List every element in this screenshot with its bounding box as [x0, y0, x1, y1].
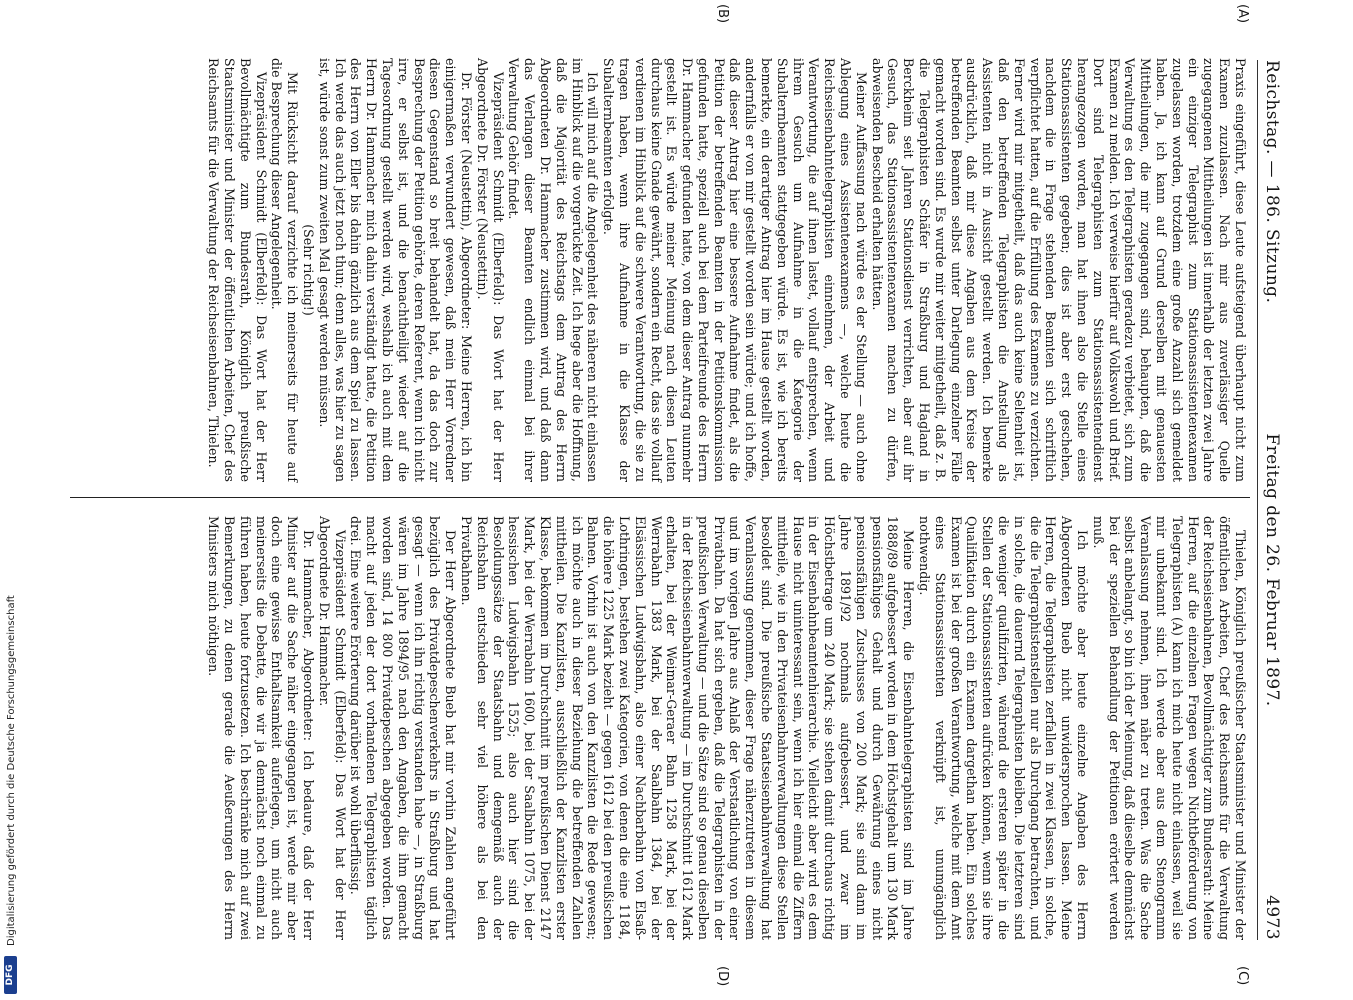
right-text-column — [205, 516, 1248, 940]
column-divider — [70, 497, 1250, 498]
interjection: (Sehr richtig!) — [300, 224, 316, 316]
credit-text: Digitalisierung gefördert durch die Deutsche Forschungsgemeinschaft — [6, 595, 17, 946]
header-date: Freitag den 26. Februar 1897. — [1262, 433, 1282, 707]
paragraph: Ich möchte aber heute einzelne Angaben des Herrn Abgeordneten Bueb nicht unwidersprochen lassen. Meine Herren, die Telegraphisten zerfallen in zwei Klassen, in solche, die die Telegraphistenstellen nur als Durchgang betrachten, und in solche, die dauernd Telegraphisten bleiben. Die letzteren sind die weniger qualifizirten, während die ersteren später in die Stellen der Stationsassistenten aufrücken können, wenn sie ihre Qualifikation durch ein Examen dargethan haben. Ein solches Examen ist bei der großen Verantwortung, welche mit dem Amt eines Stationsassistenten verknüpft ist, unumgänglich nothwendig. — [917, 516, 1091, 940]
paragraph: Mit Rücksicht darauf verzichte ich meinerseits für heute auf die Besprechung dieser Angelegenheit. — [269, 58, 301, 482]
paragraph: Ich will mich auf die Angelegenheit des näheren nicht einlassen im Hinblick auf die vorgerückte Zeit. Ich hege aber die Hoffnung, daß die Majorität des Reichstags dem Antrag des Herrn Abgeordneten Dr. Hammacher zustimmen wird, und daß dann das Verlangen dieser Beamten endlich einmal bei ihrer Verwaltung Gehör findet. — [506, 58, 601, 482]
dfg-logo — [4, 956, 17, 994]
paragraph: Vizepräsident Schmidt (Elberfeld): Das Wort hat der Herr Bevollmächtigte zum Bundesrath, Königlich preußische Staatsminister und Minister der öffentlichen Arbeiten, Chef des Reichsamts für die Verwaltung der Reichseisenbahnen, Thielen. — [206, 58, 269, 482]
rotated-document — [60, 0, 1290, 1000]
margin-marker-a: (A) — [1235, 4, 1250, 24]
page-number: 4973 — [1262, 895, 1282, 940]
left-text-column — [205, 58, 1248, 482]
paragraph: Der Herr Abgeordnete Bueb hat mir vorhin Zahlen angeführt bezüglich des Privatdepeschenverkehrs in Straßburg und hat gesagt — wenn ich ihn richtig verstanden habe —, in Straßburg wären im Jahre 1894/95 nach den Angaben, die ihm gemacht worden sind, 14 800 Privatdepeschen abgegeben worden. Das macht auf jeden der dort vorhandenen Telegraphisten täglich drei. Eine weitere Erörterung darüber ist wohl überflüssig. — [348, 516, 459, 940]
page-header — [1257, 60, 1282, 940]
paragraph: Praxis eingeführt, diese Leute aufsteigend überhaupt nicht zum Examen zuzulassen. Nach mir aus zuverlässiger Quelle zugegangenen Mittheilungen ist innerhalb der letzten zwei Jahre ein einziger Telegraphist zum Stationsassistentenexamen zugelassen worden, trotzdem eine große Anzahl sich gemeldet haben. Ja, ich kann auf Grund derselben mit genauesten Mittheilungen, die mir zugegangen sind, behaupten, daß die Verwaltung es den Telegraphisten geradezu verbietet, sich zum Examen zu melden. Ich verweise hierfür auf Volkswohl und Brief. Dort sind Telegraphisten zum Stationsassistentendienst herangezogen worden, man hat ihnen also die Stelle eines Stationsassistenten gegeben; dies ist aber erst geschehen, nachdem die in Frage stehenden Beamten sich schriftlich verpflichtet hatten, auf die Erfüllung des Examens zu verzichten. Ferner wird mir mitgetheilt, daß das auch keine Seltenheit ist, daß den betreffenden Telegraphisten die Anstellung als Assistenten nicht in Aussicht gestellt werden. Ich bemerke ausdrücklich, daß mir diese Angaben aus dem Kreise der betreffenden Beamten selbst unter Darlegung einzelner Fälle gemacht worden sind. Es wurde mir weiter mitgetheilt, daß z. B. die Telegraphisten Schäfer in Straßburg und Hagland in Berckheim seit Jahren Stationsdienst verrichten, aber auf ihr Gesuch, das Stationsassistentenexamen machen zu dürfen, abweisenden Bescheid erhalten hätten. — [869, 58, 1248, 482]
paragraph: Meiner Auffassung nach würde es der Stellung — auch ohne Ablegung eines Assistentenexamens —, welche heute die Reichseisenbahntelegraphisten einnehmen, der Arbeit und Verantwortung, die auf ihnen lastet, vollauf entsprechen, wenn ihrem Gesuch um Aufnahme in die Kategorie der Subalternbeamten stattgegeben würde. Es ist, wie ich bereits bemerkte, ein derartiger Antrag hier im Hause gestellt worden, andernfalls er von mir gestellt worden sein würde; und ich hoffe, daß dieser Antrag hier eine bessere Aufnahme findet, als die Petition der betreffenden Beamten in der Petitionskommission gefunden hatte, speziell auch bei dem Parteifreunde des Herrn Dr. Hammacher gefunden hatte, von dem dieser Antrag nunmehr gestellt ist. Es würde meiner Meinung nach diesen Leuten durchaus keine Gnade gewährt, sondern ein Recht, das sie vollauf verdienen im Hinblick auf die schwere Verantwortung, die sie zu tragen haben, wenn ihre Aufnahme in die Klasse der Subalternbeamten erfolgte. — [601, 58, 869, 482]
digitization-credit — [4, 595, 18, 996]
paragraph: Dr. Hammacher, Abgeordneter: Ich bedaure, daß der Herr Minister auf die Sache näher eingegangen ist, werde mir aber doch eine gewisse Enthaltsamkeit auferlegen, um nicht auch meinerseits die Debatte, die wir ja demnächst noch einmal zu führen haben, heute fortzusetzen. Ich beschränke mich auf zwei Bemerkungen, zu denen gerade die Aeußerungen des Herrn Ministers mich nöthigen. — [206, 516, 316, 940]
paragraph: Vizepräsident Schmidt (Elberfeld): Das Wort hat der Herr Abgeordnete Dr. Hammacher. — [316, 516, 348, 940]
margin-marker-b: (B) — [715, 4, 730, 24]
dfg-logo-text: DFG — [5, 964, 15, 986]
paragraph: Thielen, Königlich preußischer Staatsminister und Minister der öffentlichen Arbeiten, Chef des Reichsamts für die Verwaltung der Reichseisenbahnen, Bevollmächtigter zum Bundesrath: Meine Herren, auf die einzelnen Fragen wegen Nichtbeförderung von Telegraphisten (A) kann ich mich heute nicht einlassen, weil sie mir unbekannt sind. Ich werde aber aus dem Stenogramm Veranlassung nehmen, ihnen näher zu treten. Was die Sache selbst anbelangt, so bin ich der Meinung, daß dieselbe demnächst bei der speziellen Behandlung der Petitionen erörtert werden muß. — [1090, 516, 1248, 940]
paragraph: Dr. Förster (Neustettin), Abgeordneter: Meine Herren, ich bin einigermaßen verwundert gewesen, daß mein Herr Vorredner diesen Gegenstand so breit behandelt hat, da das doch zur Besprechung der Petition gehörte, deren Referent, wenn ich nicht irre, er selbst ist, und die benachtheiligt wieder auf die Tagesordnung gestellt werden wird, weshalb ich auch mit dem Herrn Dr. Hammacher mich dahin verständigt hatte, die Petition des Herrn von Eller bis dahin gänzlich aus dem Spiel zu lassen. Ich werde das auch jetzt noch thun; denn alles, was hier zu sagen ist, würde sonst zum zweiten Mal gesagt werden müssen. — [316, 58, 474, 482]
paragraph: Meine Herren, die Eisenbahntelegraphisten sind im Jahre 1888/89 aufgebessert worden in dem Höchstgehalt um 130 Mark pensionsfähiges Gehalt und durch Gewährung eines nicht pensionsfähigen Zuschusses von 200 Mark; sie sind dann im Jahre 1891/92 nochmals aufgebessert, und zwar im Höchstbetrage um 240 Mark; sie stehen damit durchaus richtig in der Eisenbahnbeamtenhierarchie. Vielleicht aber wird es dem Hause nicht uninteressant sein, wenn ich hier einmal die Ziffern mittheile, wie in den Privateisenbahnverwaltungen diese Stellen besoldet sind. Die preußische Staatseisenbahnverwaltung hat Veranlassung genommen, dieser Frage näherzutreten in diesem und im vorigen Jahre aus Anlaß der Verstaatlichung von einer Privatbahn. Da hat sich ergeben, daß die Telegraphisten in der preußischen Verwaltung — und die Sätze sind so genau dieselben in der Reichseisenbahnverwaltung — im Durchschnitt 1612 Mark erhalten, bei der Weimar-Geraer Bahn 1258 Mark, bei der Werrabahn 1383 Mark, bei der Saalbahn 1364, bei der Elsässischen Ludwigsbahn, also einer Nachbarbahn von Elsaß-Lothringen, bestehen zwei Kategorien, von denen die eine 1184, die höhere 1225 Mark bezieht — gegen 1612 bei den preußischen Bahnen. Vorhin ist auch von den Kanzlisten die Rede gewesen; ich möchte auch in dieser Beziehung die betreffenden Zahlen mittheilen. Die Kanzlisten, ausschließlich der Kanzlisten erster Klasse, bekommen im Durchschnitt im preußischen Dienst 2147 Mark, bei der Werrabahn 1600, bei der Saalbahn 1075, bei der hessischen Ludwigsbahn 1525; also auch hier sind die Besoldungssätze der Staatsbahn und demgemäß auch der Reichsbahn entschieden sehr viel höhere als bei den Privatbahnen. — [458, 516, 917, 940]
header-session: Reichstag. — 186. Sitzung. — [1262, 60, 1282, 304]
margin-marker-d: (D) — [715, 966, 730, 987]
margin-marker-c: (C) — [1235, 966, 1250, 986]
paragraph: Vizepräsident Schmidt (Elberfeld): Das Wort hat der Herr Abgeordnete Dr. Förster (Neustettin). — [474, 58, 506, 482]
